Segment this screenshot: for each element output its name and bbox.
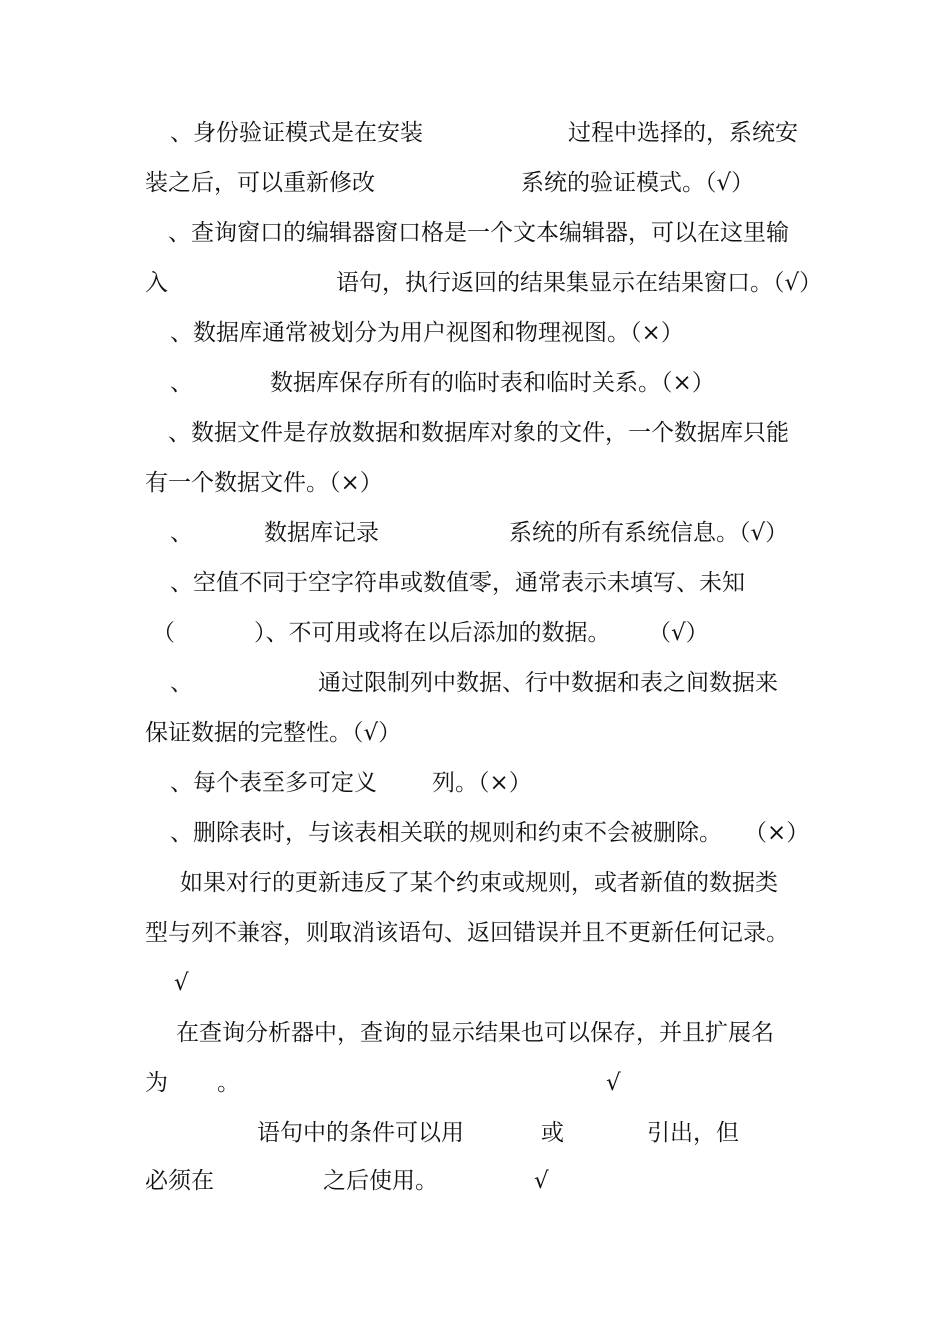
text-line: √ [534,1168,549,1194]
text-line: 在查询分析器中，查询的显示结果也可以保存，并且扩展名 [176,1020,774,1046]
text-line: 通过限制列中数据、行中数据和表之间数据来 [318,670,778,696]
text-line: √ [606,1070,621,1096]
text-line: 装之后，可以重新修改 [145,170,375,196]
text-line: 之后使用。 [323,1168,438,1194]
text-line: 系统的所有系统信息。（√） [509,520,789,546]
text-line: 、数据文件是存放数据和数据库对象的文件，一个数据库只能 [168,420,789,446]
text-line: 有一个数据文件。（×） [145,470,383,496]
text-line: 如果对行的更新违反了某个约束或规则，或者新值的数据类 [180,870,778,896]
text-line: 、删除表时，与该表相关联的规则和约束不会被删除。 [170,820,722,846]
text-line: （ [152,620,175,646]
text-line: 必须在 [145,1168,214,1194]
text-line: 、查询窗口的编辑器窗口格是一个文本编辑器，可以在这里输 [168,220,789,246]
text-line: 、每个表至多可定义 [170,770,377,796]
text-line: √ [174,970,189,996]
text-line: 列。（×） [432,770,532,796]
text-line: 、空值不同于空字符串或数值零，通常表示未填写、未知 [170,570,745,596]
text-line: 、 [170,670,193,696]
text-line: （√） [648,620,709,646]
text-line: 、数据库通常被划分为用户视图和物理视图。（×） [170,320,684,346]
text-line: 语句，执行返回的结果集显示在结果窗口。（√） [336,270,823,296]
text-line: 。 [217,1070,240,1096]
text-line: 语句中的条件可以用 [257,1120,464,1146]
text-line: 引出，但 [647,1120,739,1146]
text-line: 型与列不兼容，则取消该语句、返回错误并且不更新任何记录。 [145,920,789,946]
text-line: 数据库记录 [264,520,379,546]
text-line: 、身份验证模式是在安装 [170,120,423,146]
text-line: 、 [170,370,193,396]
text-line: 、 [170,520,193,546]
text-line: 入 [145,270,168,296]
text-line: 或 [541,1120,564,1146]
text-line: ）、不可用或将在以后添加的数据。 [254,620,611,646]
text-line: 为 [145,1070,168,1096]
text-line: 系统的验证模式。（√） [521,170,755,196]
text-line: 数据库保存所有的临时表和临时关系。（×） [270,370,715,396]
text-line: （×） [744,820,810,846]
text-line: 过程中选择的，系统安 [568,120,798,146]
text-line: 保证数据的完整性。（√） [145,720,402,746]
